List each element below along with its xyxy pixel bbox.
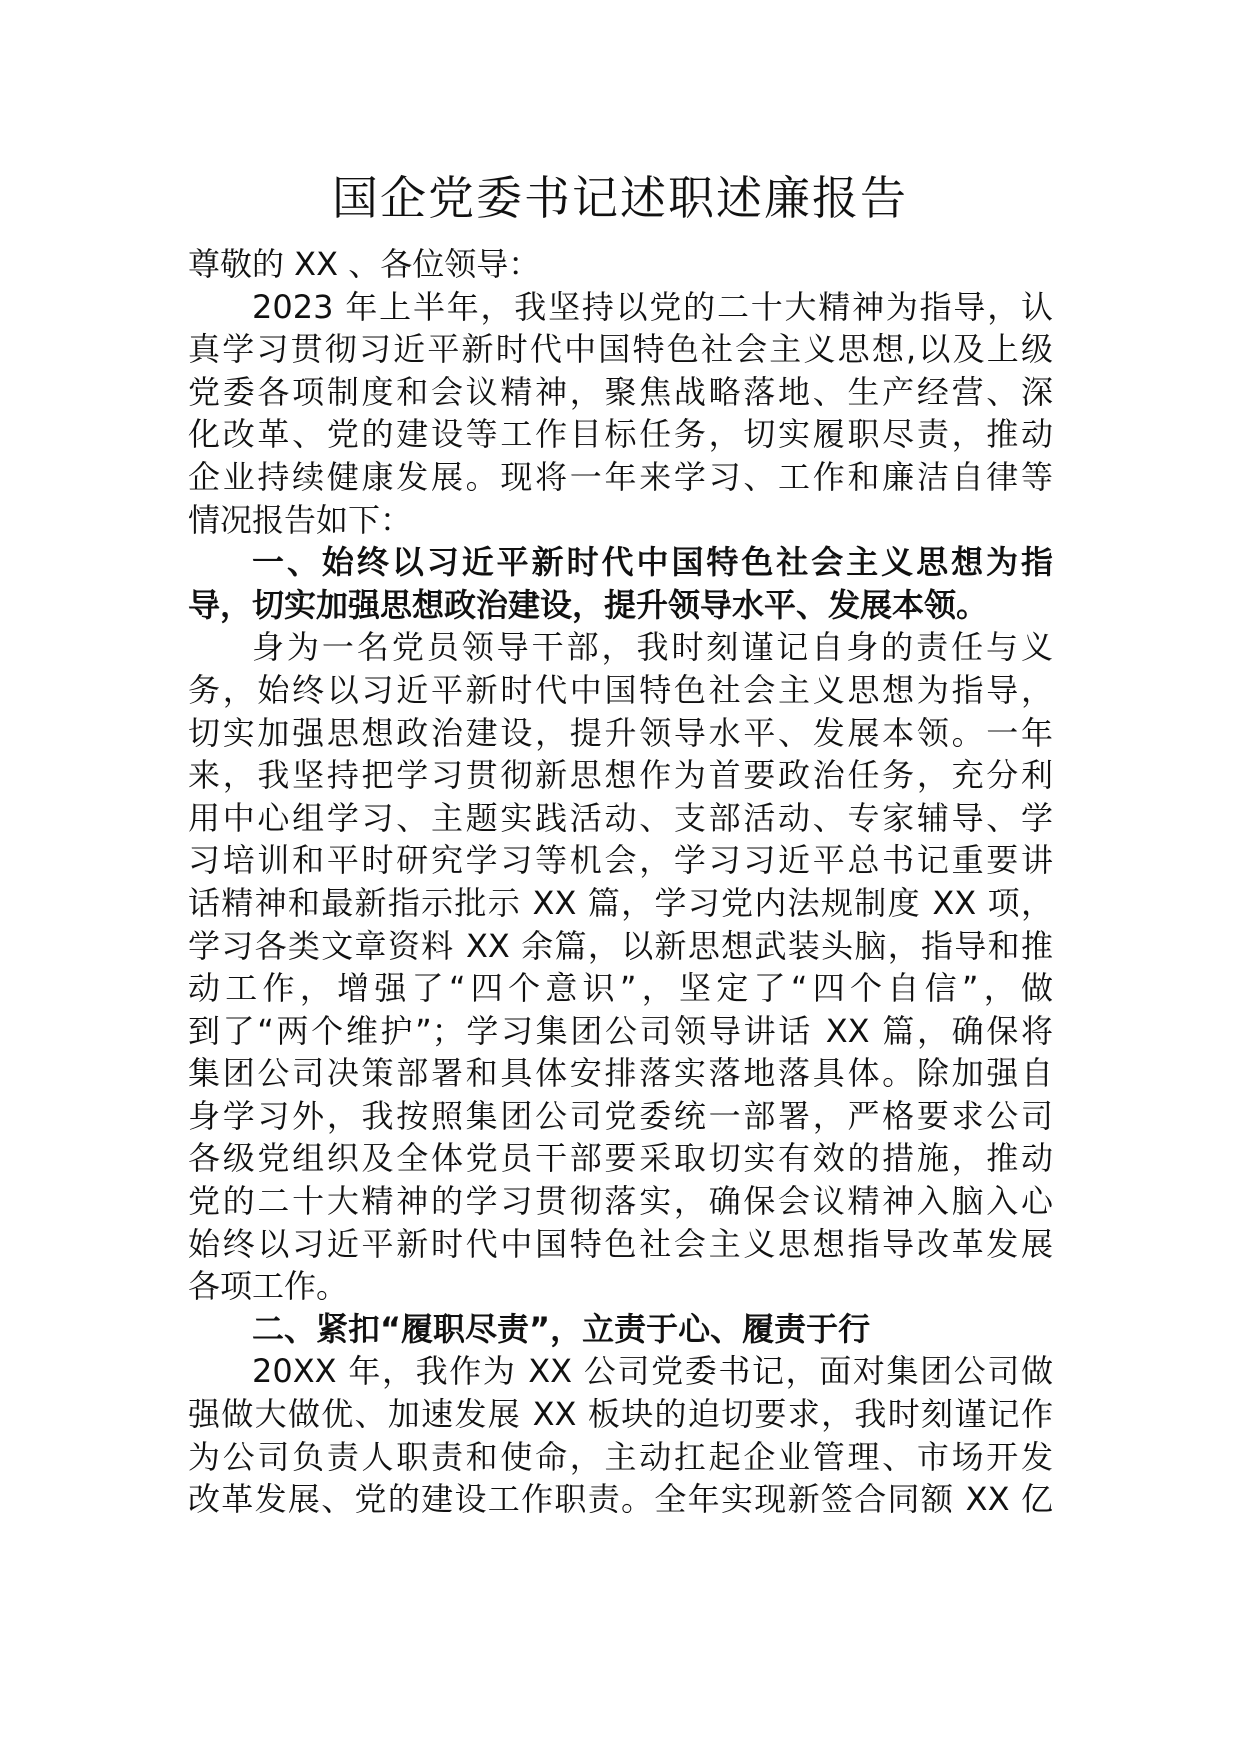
section-heading-1: 导，切实加强思想政治建设，提升领导水平、发展本领。 [188,585,989,624]
paragraph-line: 2023 年上半年，我坚持以党的二十大精神为指导，认 [252,287,1053,326]
paragraph-line: 20XX 年，我作为 XX 公司党委书记，面对集团公司做 [252,1352,1053,1391]
paragraph-line: 动工作，增强了“四个意识”，坚定了“四个自信”，做 [188,969,1053,1008]
paragraph-line: 用中心组学习、主题实践活动、支部活动、专家辅导、学 [188,798,1053,837]
paragraph-line: 学习各类文章资料 XX 余篇，以新思想武装头脑，指导和推 [188,926,1053,965]
paragraph-line: 来，我坚持把学习贯彻新思想作为首要政治任务，充分利 [188,756,1053,795]
paragraph-line: 党的二十大精神的学习贯彻落实，确保会议精神入脑入心 [188,1182,1053,1221]
paragraph-line: 身学习外，我按照集团公司党委统一部署，严格要求公司 [188,1096,1053,1135]
paragraph-line: 为公司负责人职责和使命，主动扛起企业管理、市场开发 [188,1437,1053,1476]
document-body [188,243,1053,1521]
paragraph-line: 各项工作。 [188,1267,349,1306]
paragraph-line: 强做大做优、加速发展 XX 板块的迫切要求，我时刻谨记作 [188,1395,1053,1434]
section-heading-2: 二、紧扣“履职尽责”，立责于心、履责于行 [252,1309,871,1348]
document-title: 国企党委书记述职述廉报告 [332,171,908,225]
paragraph-line: 真学习贯彻习近平新时代中国特色社会主义思想,以及上级 [188,330,1053,369]
paragraph-line: 身为一名党员领导干部，我时刻谨记自身的责任与义 [252,628,1053,667]
paragraph-line: 情况报告如下： [188,500,413,539]
paragraph-line: 习培训和平时研究学习等机会，学习习近平总书记重要讲 [188,841,1053,880]
salutation: 尊敬的 XX 、各位领导： [188,245,541,283]
paragraph-line: 始终以习近平新时代中国特色社会主义思想指导改革发展 [188,1224,1053,1263]
paragraph-line: 化改革、党的建设等工作目标任务，切实履职尽责，推动 [188,415,1053,454]
paragraph-line: 党委各项制度和会议精神，聚焦战略落地、生产经营、深 [188,372,1053,411]
paragraph-line: 务，始终以习近平新时代中国特色社会主义思想为指导， [188,670,1053,709]
paragraph-line: 企业持续健康发展。现将一年来学习、工作和廉洁自律等 [188,457,1053,496]
paragraph-line: 到了“两个维护”；学习集团公司领导讲话 XX 篇，确保将 [188,1011,1053,1050]
section-heading-1: 一、始终以习近平新时代中国特色社会主义思想为指 [252,543,1053,582]
paragraph-line: 集团公司决策部署和具体安排落实落地落具体。除加强自 [188,1054,1053,1093]
paragraph-line: 改革发展、党的建设工作职责。全年实现新签合同额 XX 亿 [188,1480,1053,1519]
paragraph-line: 话精神和最新指示批示 XX 篇，学习党内法规制度 XX 项， [188,883,1053,922]
paragraph-line: 各级党组织及全体党员干部要采取切实有效的措施，推动 [188,1139,1053,1178]
paragraph-line: 切实加强思想政治建设，提升领导水平、发展本领。一年 [188,713,1053,752]
